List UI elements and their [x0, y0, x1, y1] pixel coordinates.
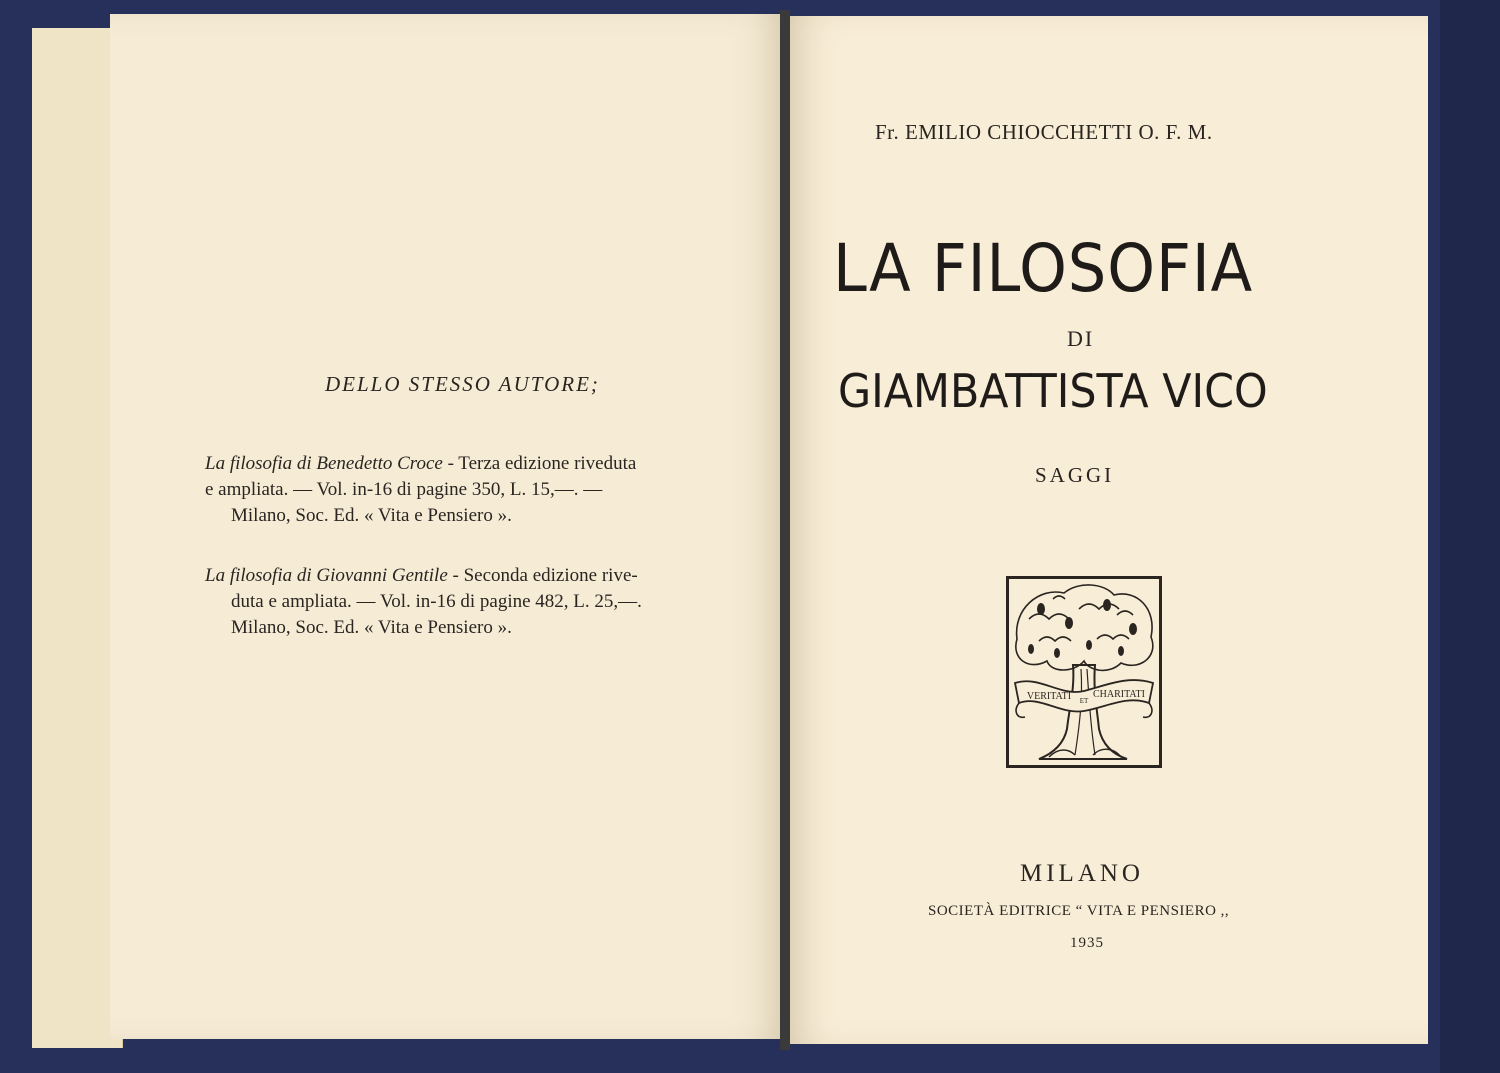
work-title: La filosofia di Benedetto Croce	[205, 453, 443, 474]
publication-city: MILANO	[1020, 860, 1144, 887]
book-cover-edge	[1440, 0, 1500, 1073]
bibliography-entry-croce	[205, 451, 735, 529]
work-title: La filosofia di Giovanni Gentile	[205, 565, 448, 586]
work-edition: - Terza edizione riveduta	[442, 453, 637, 474]
emblem-motto-word: CHARITATI	[1093, 689, 1145, 700]
right-page	[786, 16, 1428, 1044]
emblem-motto-word: VERITATI	[1026, 691, 1072, 702]
publisher-name: SOCIETÀ EDITRICE “ VITA E PENSIERO ,,	[928, 903, 1230, 919]
tree-emblem-icon	[1006, 576, 1162, 768]
work-details: e ampliata. — Vol. in-16 di pagine 350, L. 15,—. —	[205, 479, 603, 500]
author-name: Fr. EMILIO CHIOCCHETTI O. F. M.	[875, 120, 1213, 144]
bibliography-entry-gentile	[205, 563, 735, 641]
work-publisher: Milano, Soc. Ed. « Vita e Pensiero ».	[231, 505, 512, 526]
book-title-subject: GIAMBATTISTA VICO	[838, 364, 1268, 418]
book-gutter	[780, 10, 790, 1050]
book-subtitle: SAGGI	[1035, 463, 1115, 487]
emblem-motto-word: ET	[1079, 697, 1089, 705]
other-works-heading: DELLO STESSO AUTORE;	[325, 372, 600, 396]
work-details: duta e ampliata. — Vol. in-16 di pagine 482, L. 25,—.	[231, 591, 642, 612]
work-publisher: Milano, Soc. Ed. « Vita e Pensiero ».	[231, 617, 512, 638]
title-connector: DI	[1067, 326, 1095, 351]
publication-year: 1935	[1070, 935, 1104, 951]
work-edition: - Seconda edizione rive-	[447, 565, 638, 586]
book-title: LA FILOSOFIA	[833, 230, 1254, 307]
